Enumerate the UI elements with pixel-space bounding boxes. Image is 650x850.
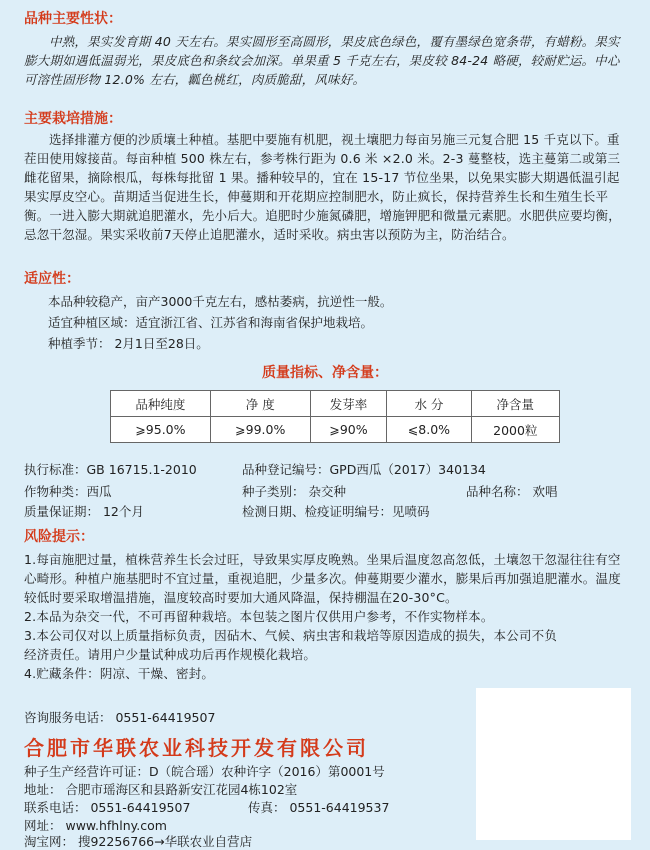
info-reg-no: 品种登记编号：GPD西瓜（2017）340134 [242,462,486,477]
variety-paragraph: 中熟，果实发育期 40 天左右。果实圆形至高圆形，果皮底色绿色，覆有墨绿色宽条带，有蜡粉。果实膨大期如遇低温弱光，果皮底色和条纹会加深。单果重 5 千克左右，果皮较 84-24 略硬，较耐贮运。中心可溶性固形物 12.0% 左右，瓤色桃红，肉质脆甜，风味好。 [24,34,620,87]
variety-text [24,32,630,89]
company-fax: 传真： 0551-64419537 [248,800,390,815]
adapt-line-3: 种植季节： 2月1日至28日。 [48,336,209,351]
risk-item-4: 4.贮藏条件：阴凉、干燥、密封。 [24,666,215,681]
risk-title: 风险提示： [24,529,94,545]
info-crop: 作物种类：西瓜 [24,484,112,499]
cultivation-paragraph: 选择排灌方便的沙质壤土种植。基肥中要施有机肥，视土壤肥力每亩另施三元复合肥 15 千克以下。重茬田使用嫁接苗。每亩种植 500 株左右，参考株行距为 0.6 米 ×2.0 米。2-3 蔓整枝，选主蔓第二或第三雌花留果，摘除根瓜，每株每批留 1 果。播种较早的，宜在 15-17 节位坐果，以免果实膨大期遇低温引起果实厚皮空心。苗期适当促进生长，伸蔓期和开花期应控制肥水，防止疯长，保持营养生长和生殖生长平衡。一进入膨大期就追肥灌水，先小后大。追肥时少施氮磷肥，增施钾肥和微量元素肥。水肥供应要均衡，忌忽干忽湿。果实采收前7天停止追肥灌水，适时采收。病虫害以预防为主，防治结合。 [24,132,621,242]
company-address: 地址： 合肥市瑶海区和县路新安江花园4栋102室 [24,782,298,797]
company-name: 合肥市华联农业科技开发有限公司 [24,736,369,760]
risk-item-1: 1.每亩施肥过量，植株营养生长会过旺，导致果实厚皮晚熟。坐果后温度忽高忽低，土壤忽干忽湿往往有空心畸形。种植户施基肥时不宜过量，重视追肥，少量多次。伸蔓期要少灌水，膨果后再加强追肥灌水。温度较低时要采取增温措施，温度较高时要加大通风降温，保持棚温在20-30°C。 [24,552,621,605]
company-website[interactable]: 网址： www.hfhlny.com [24,818,167,833]
quality-header-row [111,391,560,417]
quality-table [110,390,560,443]
adapt-title: 适应性： [24,271,80,287]
risk-hotline: 咨询服务电话： 0551-64419507 [24,710,216,725]
header-net-content: 净含量 [471,391,559,417]
header-cleanliness: 净 度 [210,391,310,417]
risk-item-2: 2.本品为杂交一代，不可再留种栽培。本包装之图片仅供用户参考，不作实物样本。 [24,609,494,624]
cultivation-text [24,130,630,244]
adapt-line-2: 适宜种植区域：适宜浙江省、江苏省和海南省保护地栽培。 [48,315,374,330]
adapt-line-1: 本品种较稳产，亩产3000千克左右，感枯萎病，抗逆性一般。 [48,294,393,309]
company-phone: 联系电话： 0551-64419507 [24,800,191,815]
variety-title: 品种主要性状： [24,11,122,27]
info-test-date: 检测日期、检疫证明编号：见喷码 [242,504,430,519]
company-taobao: 淘宝网： 搜92256766→华联农业自营店 [24,834,253,849]
header-purity: 品种纯度 [111,391,211,417]
cultivation-title: 主要栽培措施： [24,111,122,127]
value-moisture: ⩽8.0% [387,417,471,443]
value-purity: ⩾95.0% [111,417,211,443]
value-cleanliness: ⩾99.0% [210,417,310,443]
quality-value-row [111,417,560,443]
risk-list [24,550,630,683]
value-germination: ⩾90% [310,417,387,443]
info-guarantee: 质量保证期： 12个月 [24,504,144,519]
info-standard: 执行标准：GB 16715.1-2010 [24,462,197,477]
value-net-content: 2000粒 [471,417,559,443]
header-germination: 发芽率 [310,391,387,417]
header-moisture: 水 分 [387,391,471,417]
risk-item-3: 3.本公司仅对以上质量指标负责，因砧木、气候、病虫害和栽培等原因造成的损失，本公司不负经济责任。请用户少量试种成功后再作规模化栽培。 [24,628,558,662]
blank-label-area [476,688,631,840]
quality-title: 质量指标、净含量： [262,365,388,381]
info-seed-type: 种子类别： 杂交种 [242,484,346,499]
info-variety-name: 品种名称： 欢唱 [466,484,558,499]
company-license: 种子生产经营许可证：D（皖合瑶）农种许字（2016）第0001号 [24,764,385,779]
